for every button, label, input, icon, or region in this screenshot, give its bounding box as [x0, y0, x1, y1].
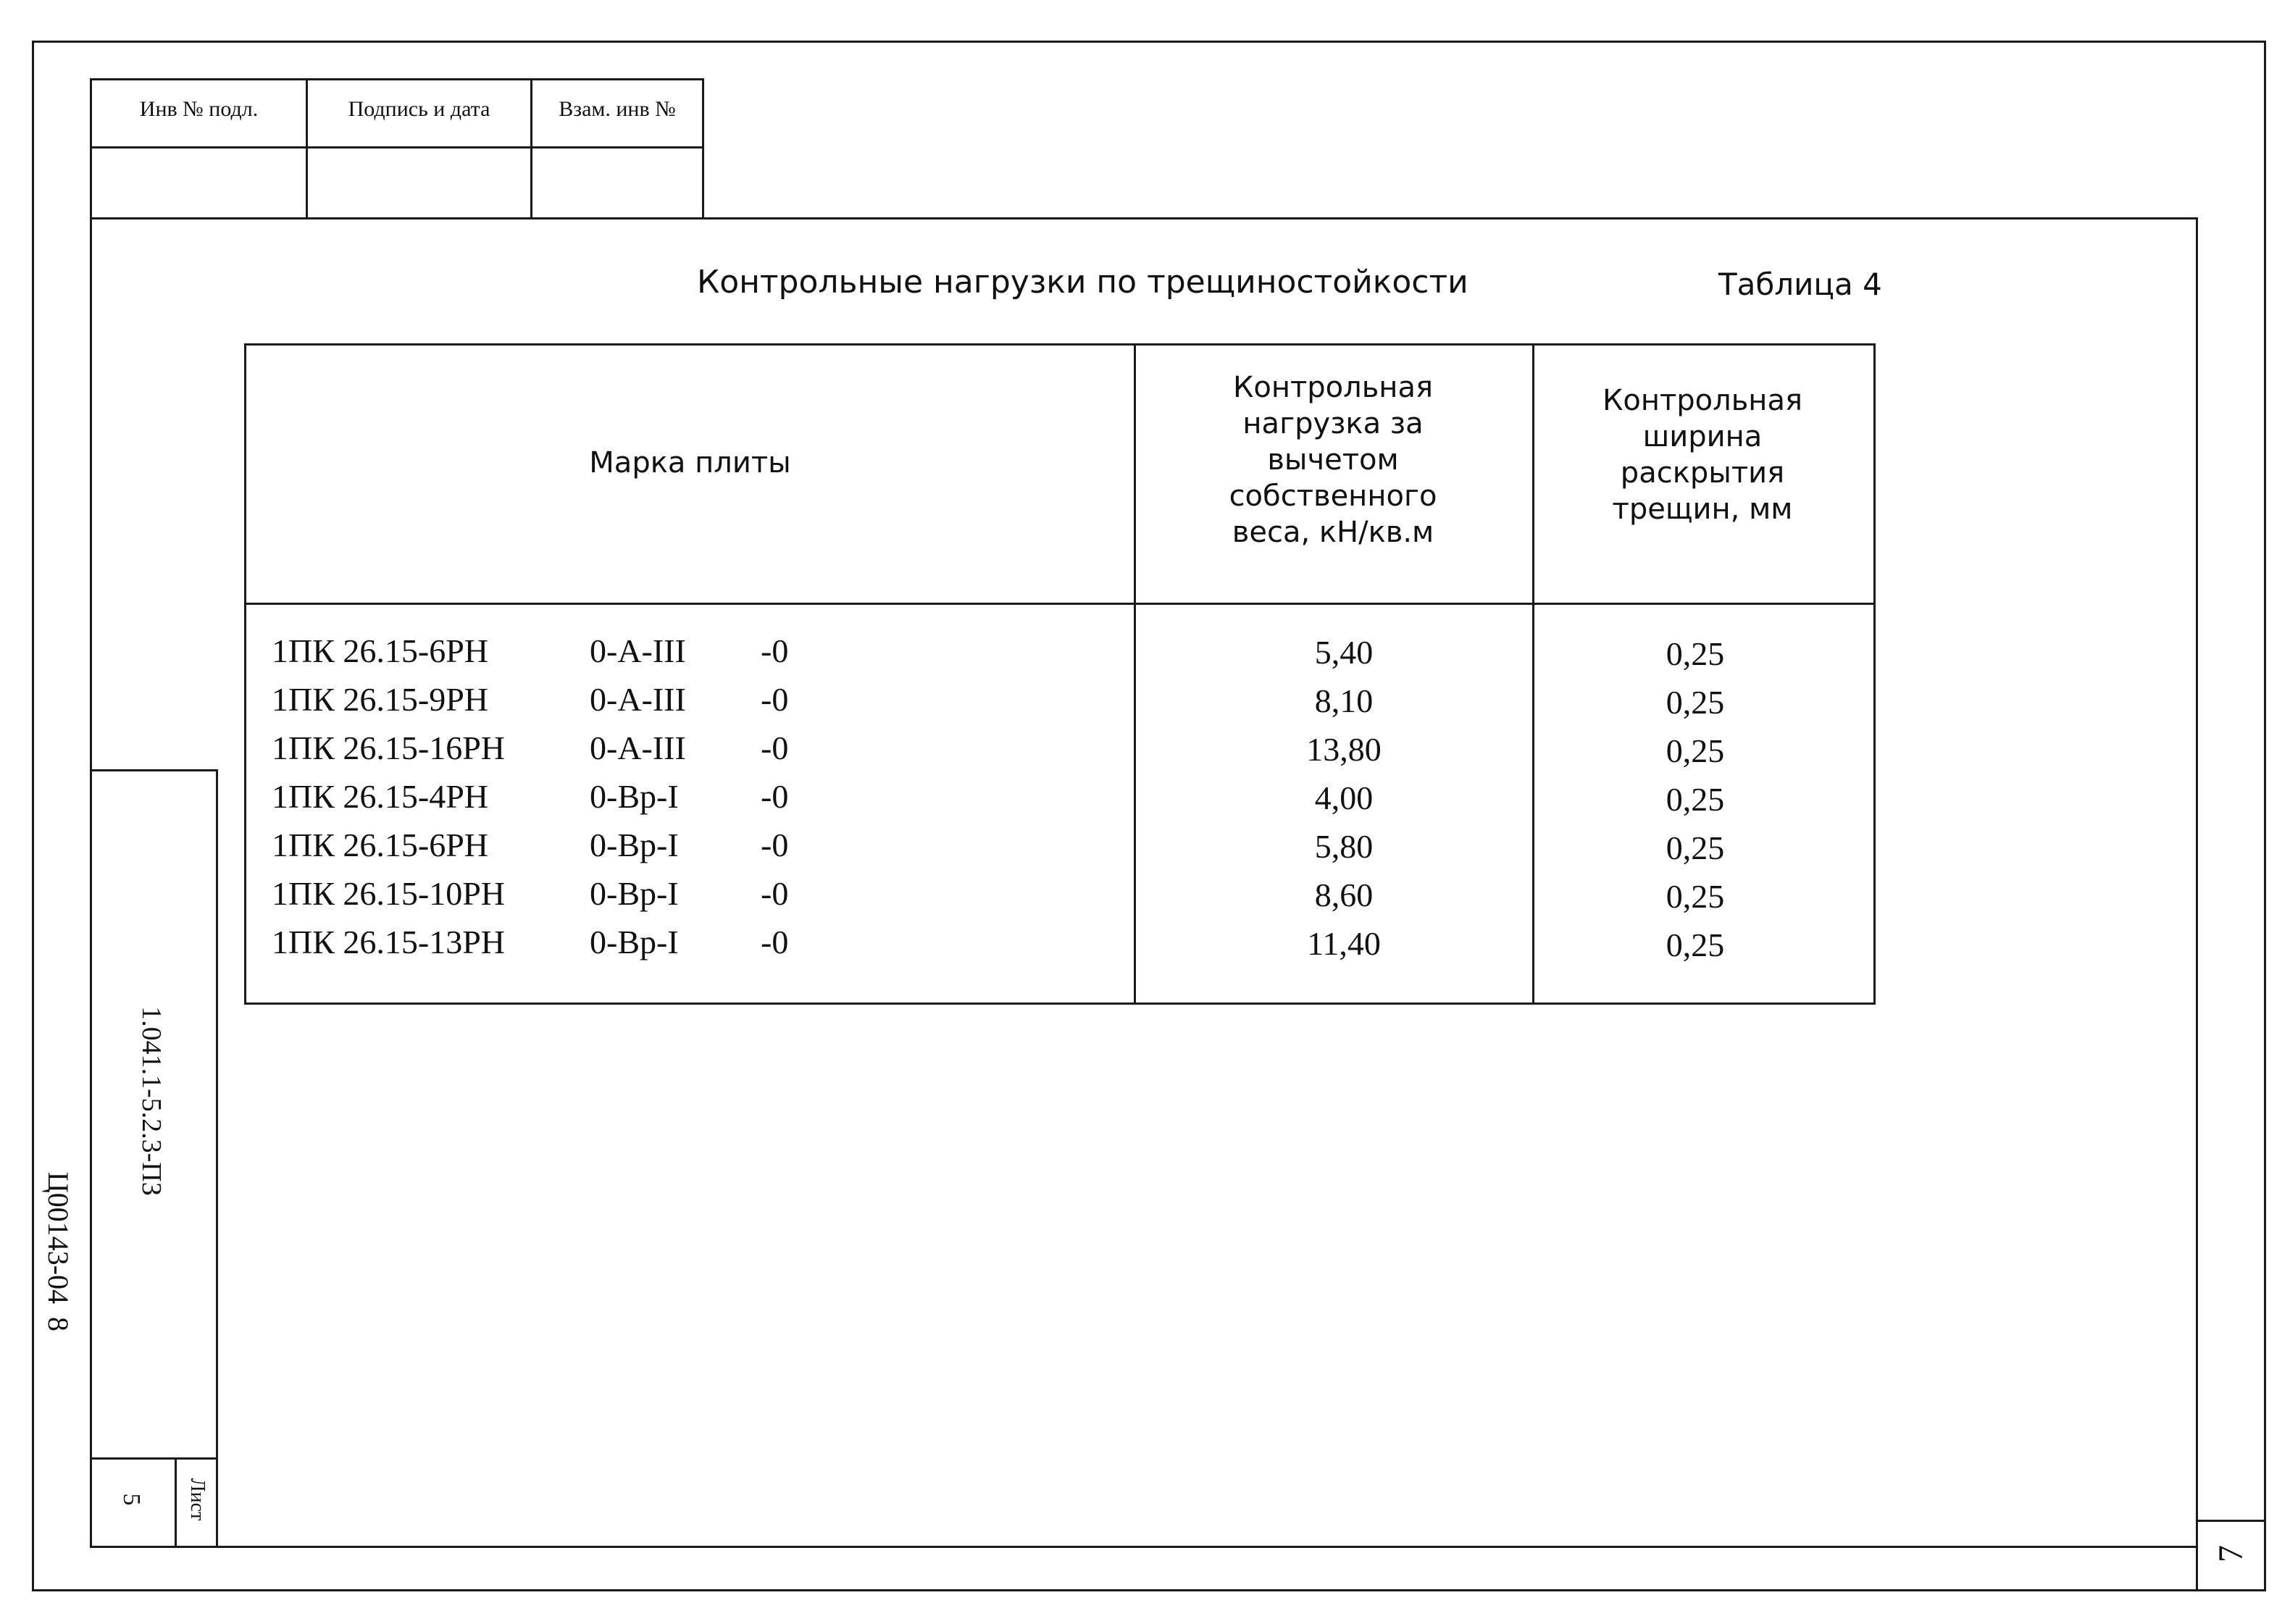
stamp-inv-label: Инв № подл.: [139, 97, 259, 121]
inner-frame-right: [2196, 217, 2198, 1589]
row-steel: 0-Вр-I: [590, 875, 679, 912]
document-code: 1.041.1-5.2.3-ПЗ: [136, 1006, 167, 1196]
row-load: 11,40: [1307, 925, 1381, 962]
sheet-label: Лист: [186, 1478, 209, 1521]
row-mark: 1ПК 26.15-6РН: [272, 826, 489, 863]
row-width: 0,25: [1666, 878, 1725, 915]
outer-frame-right: [2264, 41, 2266, 1591]
row-suffix: -0: [761, 826, 789, 863]
archive-code: Ц00143-04: [42, 1171, 75, 1305]
row-width: 0,25: [1666, 684, 1725, 721]
row-mark: 1ПК 26.15-9РН: [272, 681, 489, 718]
row-suffix: -0: [761, 632, 789, 669]
row-mark: 1ПК 26.15-6РН: [272, 632, 489, 669]
row-suffix: -0: [761, 875, 789, 912]
outer-frame-left: [32, 41, 34, 1591]
header-crack-width: Контрольная ширина раскрытия трещин, мм: [1602, 384, 1803, 526]
row-width: 0,25: [1666, 829, 1725, 866]
inner-frame-top: [90, 217, 2198, 219]
outer-frame-top: [32, 41, 2266, 43]
row-mark: 1ПК 26.15-4РН: [272, 778, 489, 815]
row-mark: 1ПК 26.15-13РН: [272, 924, 506, 960]
archive-page: 8: [42, 1317, 75, 1331]
row-load: 4,00: [1314, 779, 1374, 816]
row-mark: 1ПК 26.15-16РН: [272, 729, 506, 766]
row-steel: 0-Вр-I: [590, 778, 679, 815]
stamp-replacement-label: Взам. инв №: [559, 97, 676, 121]
row-mark: 1ПК 26.15-10РН: [272, 875, 506, 912]
row-load: 13,80: [1306, 731, 1382, 768]
header-control-load: Контрольная нагрузка за вычетом собственного веса, кН/кв.м: [1229, 371, 1437, 549]
outer-frame-bottom: [32, 1589, 2266, 1591]
page-title: Контрольные нагрузки по трещиностойкости: [697, 264, 1468, 301]
row-width: 0,25: [1666, 732, 1725, 769]
row-steel: 0-А-III: [590, 632, 686, 669]
row-load: 8,60: [1314, 876, 1374, 913]
row-steel: 0-Вр-I: [590, 826, 679, 863]
table-number: Таблица 4: [1718, 267, 1882, 302]
row-suffix: -0: [761, 681, 789, 718]
stamp-signature-label: Подпись и дата: [348, 97, 490, 121]
row-suffix: -0: [761, 924, 789, 960]
row-load: 5,40: [1314, 634, 1374, 671]
inner-frame-bottom: [90, 1546, 2198, 1548]
header-mark: Марка плиты: [589, 446, 791, 480]
row-steel: 0-А-III: [590, 681, 686, 718]
row-load: 5,80: [1314, 828, 1374, 865]
row-load: 8,10: [1314, 682, 1374, 719]
row-steel: 0-Вр-I: [590, 924, 679, 960]
page-number: 7: [2212, 1545, 2250, 1562]
row-suffix: -0: [761, 729, 789, 766]
inner-frame-left: [90, 78, 92, 1548]
row-width: 0,25: [1666, 781, 1725, 818]
row-steel: 0-А-III: [590, 729, 686, 766]
row-width: 0,25: [1666, 635, 1725, 672]
row-width: 0,25: [1666, 926, 1725, 963]
row-suffix: -0: [761, 778, 789, 815]
sheet-number: 5: [118, 1493, 145, 1506]
